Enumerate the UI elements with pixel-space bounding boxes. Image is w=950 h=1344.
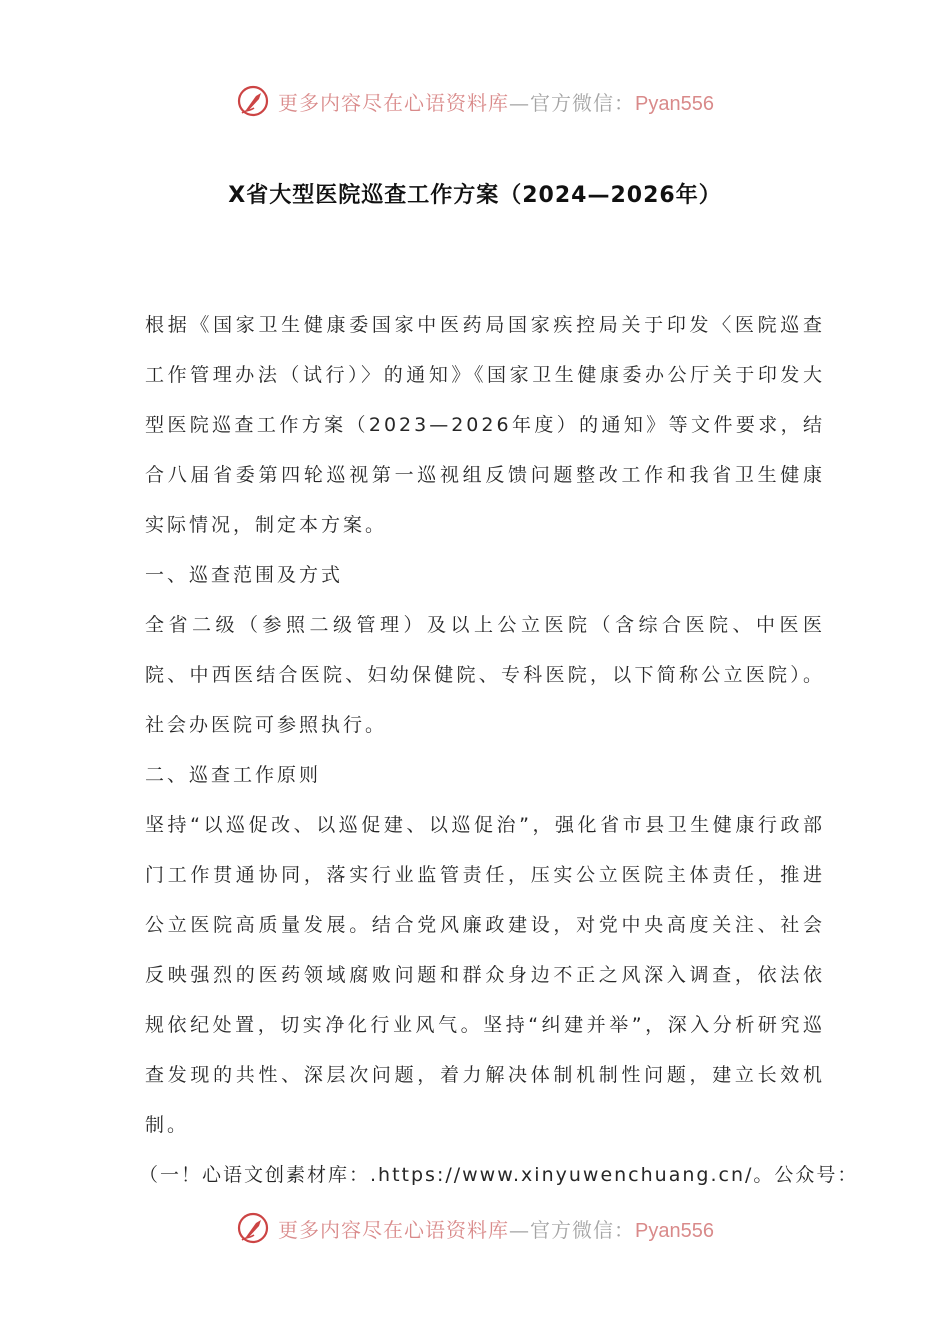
banner-text bbox=[278, 87, 714, 116]
banner-official-label: 官方微信： bbox=[530, 90, 636, 115]
pen-nib-logo-icon bbox=[236, 84, 270, 118]
banner-main-text: 更多内容尽在心语资料库 bbox=[278, 1217, 510, 1242]
paragraph-source-note: （一！心语文创素材库：.https://www.xinyuwenchuang.cn/。公众号： bbox=[139, 1164, 859, 1186]
paragraph-intro: 根据《国家卫生健康委国家中医药局国家疾控局关于印发〈医院巡查工作管理办法（试行）〉的通知》《国家卫生健康委办公厅关于印发大型医院巡查工作方案（2023—2026年度）的通知》等文件要求，结合八届省委第四轮巡视第一巡视组反馈问题整改工作和我省卫生健康实际情况，制定本方案。 bbox=[145, 314, 825, 536]
banner-wechat-id: Pyan556 bbox=[635, 92, 714, 115]
banner-main-text: 更多内容尽在心语资料库 bbox=[278, 90, 510, 115]
paragraph-scope: 全省二级（参照二级管理）及以上公立医院（含综合医院、中医医院、中西医结合医院、妇幼保健院、专科医院，以下简称公立医院）。社会办医院可参照执行。 bbox=[145, 614, 825, 736]
footer-watermark-banner bbox=[0, 1211, 950, 1245]
header-watermark-banner bbox=[0, 84, 950, 118]
banner-text bbox=[278, 1214, 714, 1243]
paragraph-principles: 坚持“以巡促改、以巡促建、以巡促治”，强化省市县卫生健康行政部门工作贯通协同，落实行业监管责任，压实公立医院主体责任，推进公立医院高质量发展。结合党风廉政建设，对党中央高度关注、社会反映强烈的医药领域腐败问题和群众身边不正之风深入调查，依法依规依纪处置，切实净化行业风气。坚持“纠建并举”，深入分析研究巡查发现的共性、深层次问题，着力解决体制机制性问题，建立长效机制。 bbox=[145, 814, 825, 1136]
document-title: X省大型医院巡查工作方案（2024—2026年） bbox=[228, 183, 722, 208]
section-heading-scope: 一、巡查范围及方式 bbox=[145, 564, 344, 586]
banner-official-label: 官方微信： bbox=[530, 1217, 636, 1242]
banner-dash: — bbox=[509, 90, 531, 115]
section-heading-principles: 二、巡查工作原则 bbox=[145, 764, 322, 786]
pen-nib-logo-icon bbox=[236, 1211, 270, 1245]
banner-dash: — bbox=[509, 1217, 531, 1242]
document-body bbox=[139, 300, 859, 1200]
banner-wechat-id: Pyan556 bbox=[635, 1219, 714, 1242]
